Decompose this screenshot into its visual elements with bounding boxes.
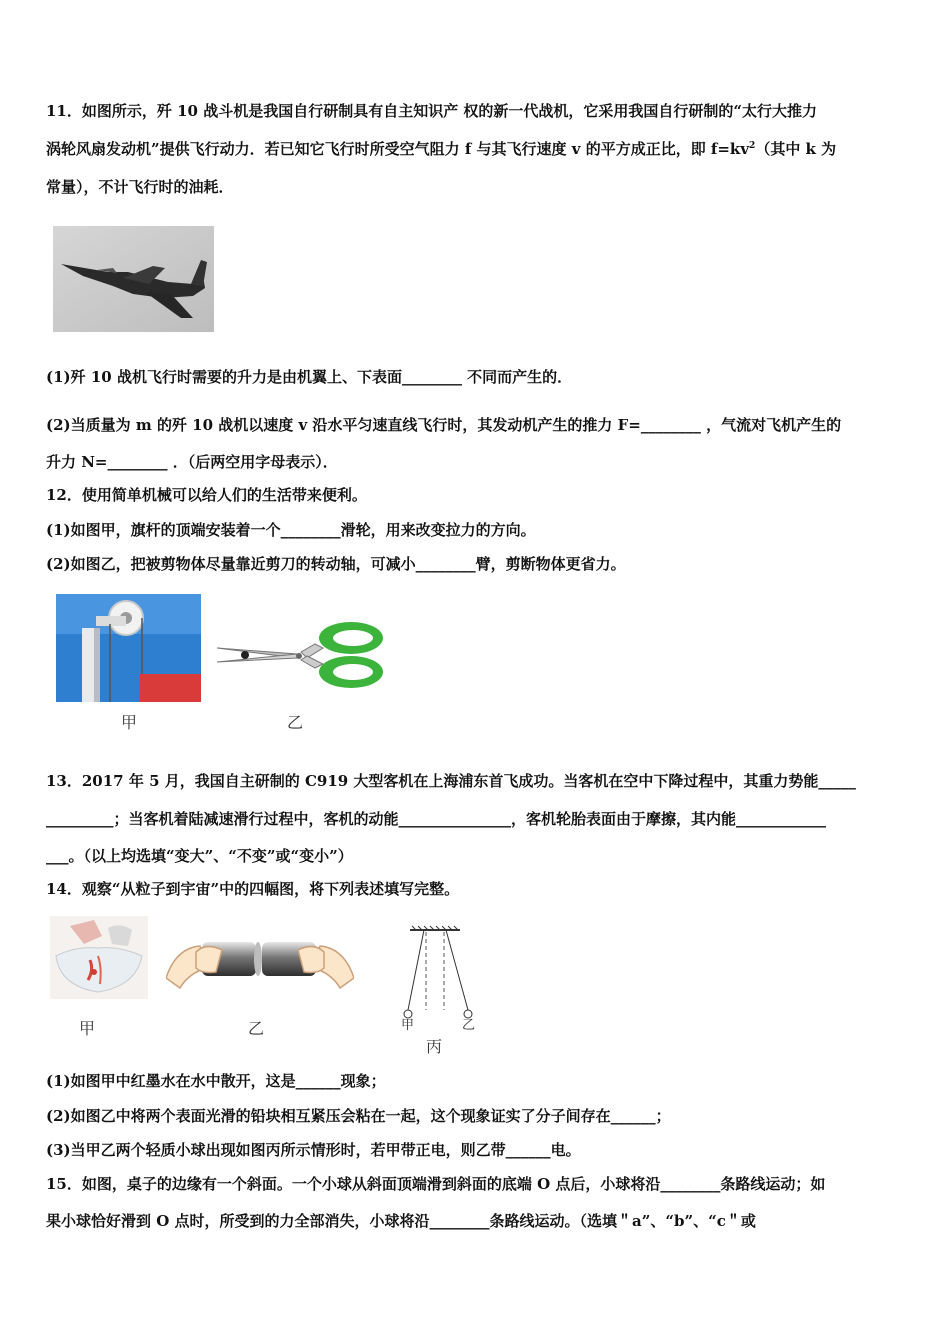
- figure-caption-a: 甲: [121, 713, 138, 732]
- q11-sub-2-line-1: (2)当质量为 m 的歼 10 战机以速度 v 沿水平匀速直线飞行时，其发动机产生的推力 F=________ ，气流对飞机产生的: [46, 416, 842, 434]
- figure-caption-a: 甲: [79, 1019, 96, 1038]
- q13-line-1: 13．2017 年 5 月，我国自主研制的 C919 大型客机在上海浦东首飞成功。当客机在空中下降过程中，其重力势能_____: [46, 772, 856, 790]
- flagpole-pulley-image: [56, 594, 201, 702]
- q11-line-2-text-a: 涡轮风扇发动机”提供飞行动力．若已知它飞行时所受空气阻力 f 与其飞行速度 v 的平方成正比，即 f=kv: [46, 140, 750, 158]
- q15-line-2: 果小球恰好滑到 O 点时，所受到的力全部消失，小球将沿________条路线运动。（选填＂a”、“b”、“c＂或: [46, 1212, 756, 1230]
- q12-sub-1: (1)如图甲，旗杆的顶端安装着一个________滑轮，用来改变拉力的方向。: [46, 521, 536, 539]
- q11-sub-1: (1)歼 10 战机飞行时需要的升力是由机翼上、下表面________ 不同而产生的．: [46, 368, 573, 386]
- q11-sub-2-line-2: 升力 N=________ ．（后两空用字母表示）．: [46, 453, 338, 471]
- q14-sub-3: (3)当甲乙两个轻质小球出现如图丙所示情形时，若甲带正电，则乙带______电。: [46, 1141, 581, 1159]
- q13-line-3: ___。（以上均选填“变大”、“不变”或“变小”）: [46, 847, 353, 865]
- q12-sub-2: (2)如图乙，把被剪物体尽量靠近剪刀的转动轴，可减小________臂，剪断物体更省力。: [46, 555, 626, 573]
- q14-sub-2: (2)如图乙中将两个表面光滑的铅块相互紧压会粘在一起，这个现象证实了分子间存在______；: [46, 1107, 671, 1125]
- q12-line-1: 12．使用简单机械可以给人们的生活带来便利。: [46, 486, 367, 504]
- ball-label-b: 乙: [462, 1018, 476, 1033]
- figure-caption-b: 乙: [248, 1019, 265, 1038]
- figure-caption-b: 乙: [287, 713, 304, 732]
- q14-sub-1: (1)如图甲中红墨水在水中散开，这是______现象；: [46, 1072, 386, 1090]
- fighter-jet-photo: [53, 226, 214, 332]
- ink-diffusion-image: [50, 916, 148, 999]
- q11-line-1: 11．如图所示，歼 10 战斗机是我国自行研制具有自主知识产 权的新一代战机，它采用我国自行研制的“太行大推力: [46, 102, 818, 120]
- q14-line-1: 14．观察“从粒子到宇宙”中的四幅图，将下列表述填写完整。: [46, 880, 460, 898]
- q11-line-3: 常量），不计飞行时的油耗．: [46, 178, 234, 196]
- scissors-image: [215, 618, 387, 690]
- q15-line-1: 15．如图，桌子的边缘有一个斜面。一个小球从斜面顶端滑到斜面的底端 O 点后，小球将沿________条路线运动；如: [46, 1175, 826, 1193]
- q11-line-2: [46, 139, 836, 159]
- figure-caption-c: 丙: [426, 1037, 443, 1056]
- q11-line-2-text-b: （其中 k 为: [755, 140, 837, 158]
- q11-superscript: 2: [749, 141, 756, 151]
- lead-blocks-image: [166, 928, 354, 990]
- q13-line-2: _________；当客机着陆减速滑行过程中，客机的动能_______________，客机轮胎表面由于摩擦，其内能____________: [46, 810, 827, 828]
- ball-label-a: 甲: [401, 1018, 415, 1033]
